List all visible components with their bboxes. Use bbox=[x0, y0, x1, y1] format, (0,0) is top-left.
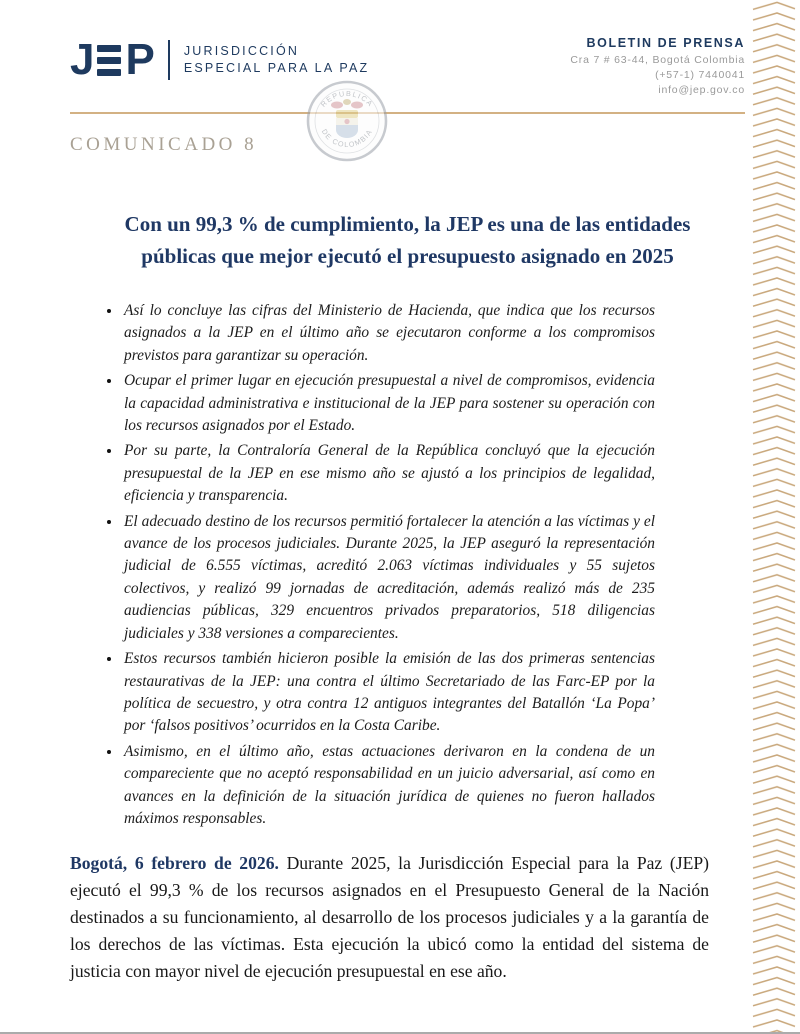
bullet-item: • Estos recursos también hicieron posible la emisión de las dos primeras sentencias restaurativas de la JEP: una contra el último Secretariado de las Farc-EP por la política de secuestro, y otra contra 12 antiguos integrantes del Batallón ‘La Popa’ por ‘falsos positivos’ ocurridos en la Costa Caribe. bbox=[122, 648, 655, 738]
jep-logo bbox=[70, 34, 370, 84]
press-block-title: BOLETIN DE PRENSA bbox=[586, 36, 745, 50]
dateline: Bogotá, 6 febrero de 2026. bbox=[70, 853, 279, 874]
logo-wordmark-line2: ESPECIAL PARA LA PAZ bbox=[183, 61, 370, 75]
logo-letter-p: P bbox=[125, 35, 154, 84]
comunicado-kicker: COMUNICADO 8 bbox=[70, 134, 258, 155]
closing-paragraph bbox=[70, 850, 709, 985]
bullet-item: • Ocupar el primer lugar en ejecución presupuestal a nivel de compromisos, evidencia la capacidad administrativa e institucional de la JEP para sostener su operación con los recursos asignados por el Estado. bbox=[122, 370, 655, 437]
logo-letter-j: J bbox=[70, 35, 94, 84]
bullet-item: • Asimismo, en el último año, estas actuaciones derivaron en la condena de un compareciente que no aceptó responsabilidad en un juicio adversarial, así como en avances en la definición de la situación jurídica de quienes no fueron hallados máximos responsables. bbox=[122, 741, 655, 831]
bullet-item: • Por su parte, la Contraloría General de la República concluyó que la ejecución presupuestal de la JEP en ese mismo año se ajustó a los principios de legalidad, eficiencia y transparencia. bbox=[122, 440, 655, 507]
header bbox=[70, 34, 745, 98]
press-phone: (+57-1) 7440041 bbox=[655, 69, 745, 81]
press-address: Cra 7 # 63-44, Bogotá Colombia bbox=[570, 54, 745, 66]
logo-wordmark-line1: JURISDICCIÓN bbox=[183, 44, 300, 58]
closing-paragraph-body: Durante 2025, la Jurisdicción Especial para la Paz (JEP) ejecutó el 99,3 % de los recursos asignados en el Presupuesto General de la Nación destinados a su funcionamiento, al desarrollo de los procesos judiciales y a la garantía de los derechos de las víctimas. Esta ejecución la ubicó como la entidad del sistema de justicia con mayor nivel de ejecución presupuestal en ese año. bbox=[70, 853, 710, 982]
jep-logo-mark bbox=[70, 35, 154, 84]
logo-letter-e-bars-icon bbox=[96, 45, 122, 76]
header-divider-rule bbox=[70, 112, 745, 114]
logo-wordmark bbox=[184, 43, 370, 77]
document-title-line1: Con un 99,3 % de cumplimiento, la JEP es una de las entidades bbox=[124, 212, 691, 236]
summary-bullet-list bbox=[94, 300, 655, 830]
document-title bbox=[70, 208, 745, 272]
bullet-item: • Así lo concluye las cifras del Ministerio de Hacienda, que indica que los recursos asignados a la JEP en el último año se ejecutaron conforme a los compromisos previstos para garantizar su operación. bbox=[122, 300, 655, 367]
logo-divider bbox=[168, 40, 170, 80]
press-contact-block bbox=[570, 34, 745, 98]
document-title-line2: públicas que mejor ejecutó el presupuesto asignado en 2025 bbox=[141, 244, 674, 268]
colombia-seal-watermark-icon bbox=[306, 80, 388, 162]
bullet-item: • El adecuado destino de los recursos permitió fortalecer la atención a las víctimas y el avance de los procesos judiciales. Durante 2025, la JEP aseguró la representación judicial de 6.555 víctimas, acreditó 2.063 víctimas individuales y 55 sujetos colectivos, y realizó 99 jornadas de acreditación, además realizó más de 235 audiencias públicas, 329 encuentros privados preparatorios, 518 diligencias judiciales y 338 versiones a comparecientes. bbox=[122, 511, 655, 645]
press-email[interactable]: info@jep.gov.co bbox=[658, 84, 745, 96]
seal-bottom-text: DE COLOMBIA bbox=[319, 127, 375, 150]
seal-top-text: REPUBLICA bbox=[318, 88, 376, 109]
